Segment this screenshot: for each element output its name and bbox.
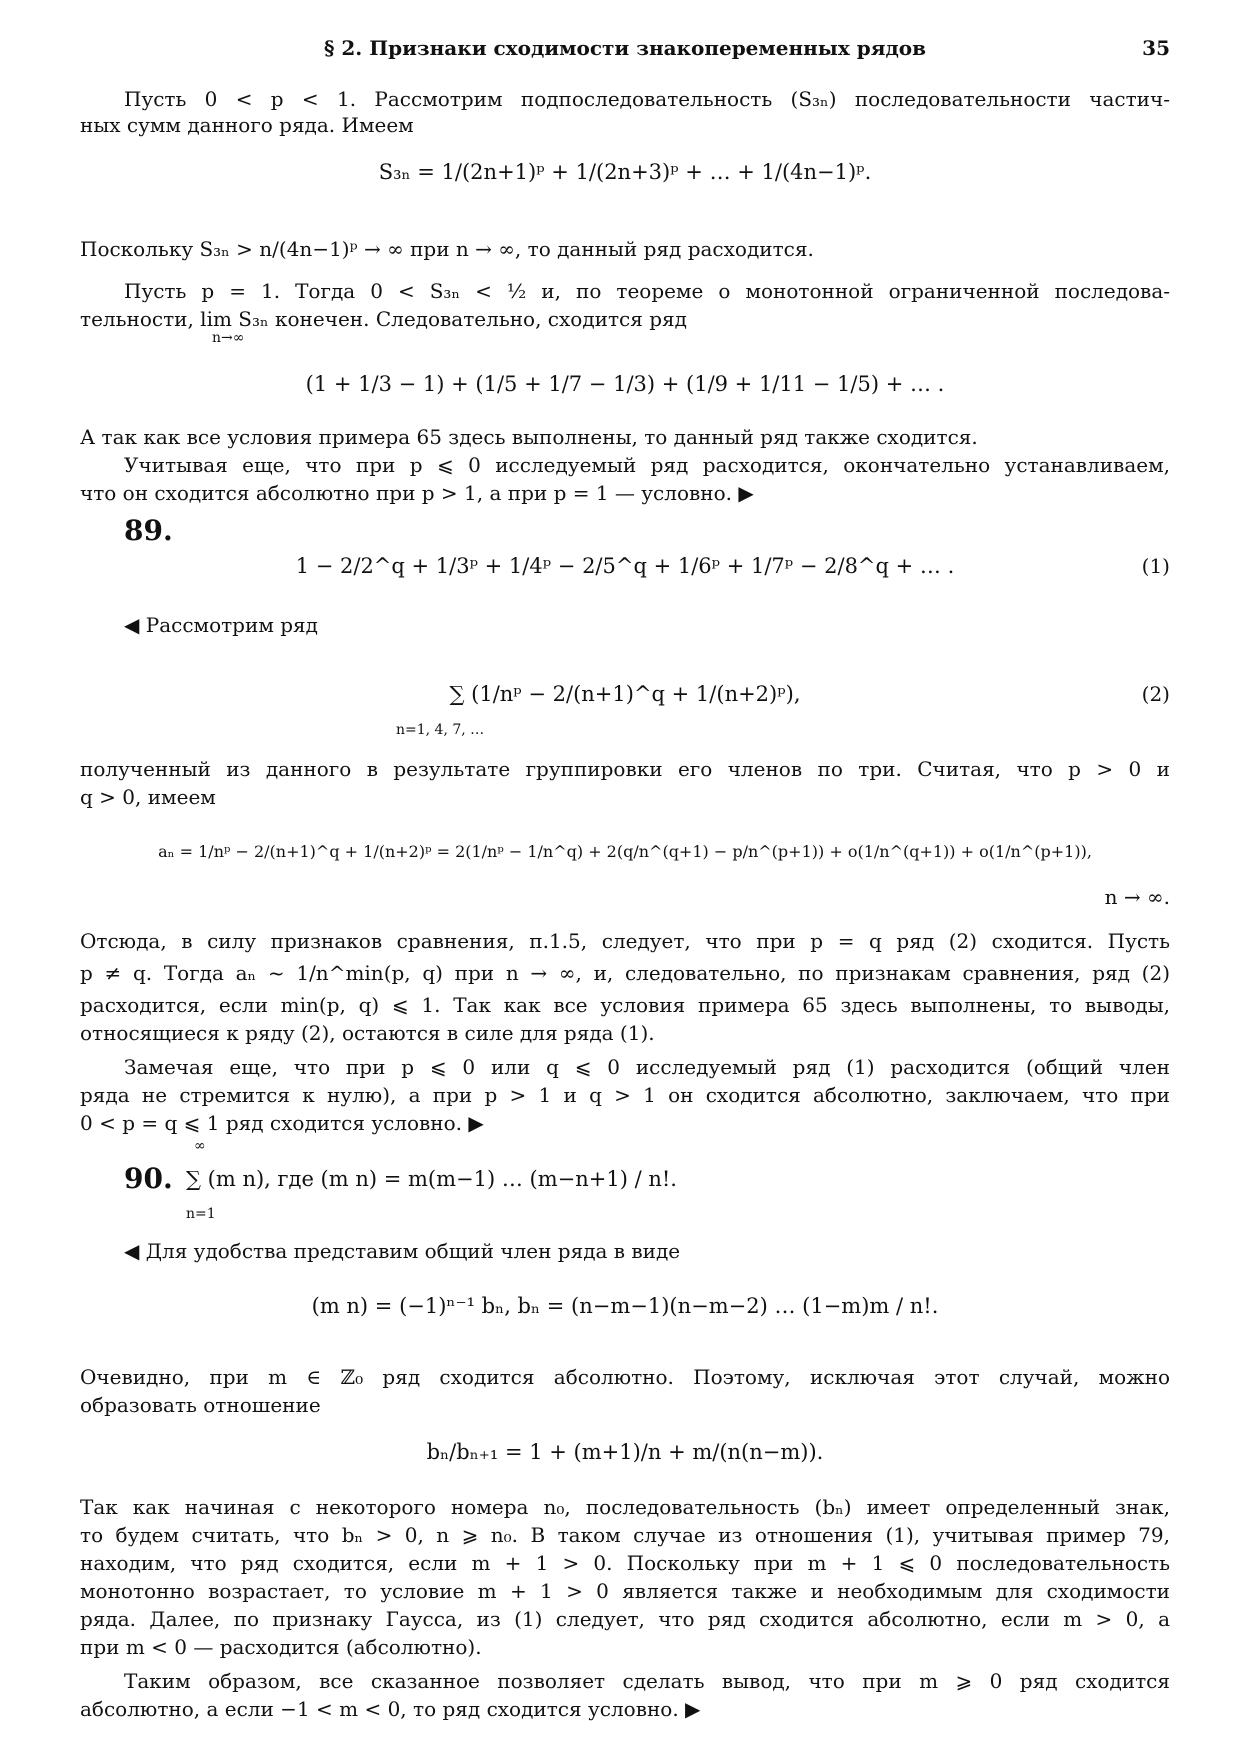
paragraph-line: 0 < p = q ⩽ 1 ряд сходится условно. ▶ xyxy=(80,1111,484,1135)
formula-grouped-series: (1 + 1/3 − 1) + (1/5 + 1/7 − 1/3) + (1/9 + 1/11 − 1/5) + … . xyxy=(305,372,945,396)
sum-series-text: ∑ (1/nᵖ − 2/(n+1)^q + 1/(n+2)ᵖ), xyxy=(449,682,801,706)
paragraph-line: относящиеся к ряду (2), остаются в силе для ряда (1). xyxy=(80,1021,655,1045)
formula-binomial-series: ∑ (m n), где (m n) = m(m−1) … (m−n+1) / n!. xyxy=(186,1167,677,1191)
paragraph-line: Пусть p = 1. Тогда 0 < S₃ₙ < ½ и, по теореме о монотонной ограниченной последова- xyxy=(124,279,1170,303)
paragraph-line: тельности, lim S₃ₙ конечен. Следовательно, сходится ряд xyxy=(80,307,687,331)
paragraph-line: ряда. Далее, по признаку Гаусса, из (1) следует, что ряд сходится абсолютно, если m > 0, а xyxy=(80,1607,1170,1631)
formula-ratio: bₙ/bₙ₊₁ = 1 + (m+1)/n + m/(n(n−m)). xyxy=(426,1440,824,1464)
paragraph-line: ных сумм данного ряда. Имеем xyxy=(80,113,414,137)
paragraph-line: Очевидно, при m ∈ ℤ₀ ряд сходится абсолютно. Поэтому, исключая этот случай, можно xyxy=(80,1365,1170,1389)
problem-number-89: 89. xyxy=(124,514,173,547)
equation-number-2: (2) xyxy=(1141,682,1170,706)
paragraph-line: абсолютно, а если −1 < m < 0, то ряд сходится условно. ▶ xyxy=(80,1697,701,1721)
paragraph-line: p ≠ q. Тогда aₙ ~ 1/n^min(p, q) при n → ∞, и, следовательно, по признакам сравнения, ряд (2) xyxy=(80,961,1170,985)
formula-an-tail: n → ∞. xyxy=(1104,885,1170,909)
paragraph-line: ◀ Для удобства представим общий член ряда в виде xyxy=(124,1239,681,1263)
page-number: 35 xyxy=(1142,36,1170,60)
paragraph-line: q > 0, имеем xyxy=(80,785,216,809)
paragraph-line: Таким образом, все сказанное позволяет сделать вывод, что при m ⩾ 0 ряд сходится xyxy=(124,1669,1170,1693)
paragraph-line: находим, что ряд сходится, если m + 1 > 0. Поскольку при m + 1 ⩽ 0 последовательность xyxy=(80,1551,1170,1575)
paragraph-line: Поскольку S₃ₙ > n/(4n−1)ᵖ → ∞ при n → ∞, то данный ряд расходится. xyxy=(80,237,814,261)
formula-series-89 xyxy=(80,554,1170,578)
formula-bn: (m n) = (−1)ⁿ⁻¹ bₙ, bₙ = (n−m−1)(n−m−2) … (1−m)m / n!. xyxy=(311,1294,939,1318)
paragraph-line: полученный из данного в результате группировки его членов по три. Считая, что p > 0 и xyxy=(80,757,1170,781)
formula-89-text: 1 − 2/2^q + 1/3ᵖ + 1/4ᵖ − 2/5^q + 1/6ᵖ + 1/7ᵖ − 2/8^q + … . xyxy=(295,554,955,578)
sum-superscript-infinity: ∞ xyxy=(194,1138,206,1154)
paragraph-line: Пусть 0 < p < 1. Рассмотрим подпоследовательность (S₃ₙ) последовательности частич- xyxy=(124,87,1170,111)
paragraph-line: ◀ Рассмотрим ряд xyxy=(124,613,318,637)
formula-sum-series xyxy=(80,682,1170,706)
paragraph-line: при m < 0 — расходится (абсолютно). xyxy=(80,1635,482,1659)
paragraph-line: ряда не стремится к нулю), а при p > 1 и q > 1 он сходится абсолютно, заключаем, что при xyxy=(80,1083,1170,1107)
equation-number-1: (1) xyxy=(1141,554,1170,578)
limit-subscript: n→∞ xyxy=(212,330,245,346)
paragraph-line: образовать отношение xyxy=(80,1393,321,1417)
problem-number-90: 90. xyxy=(124,1162,173,1195)
paragraph-line: расходится, если min(p, q) ⩽ 1. Так как все условия примера 65 здесь выполнены, то выводы, xyxy=(80,993,1170,1017)
paragraph-line: А так как все условия примера 65 здесь выполнены, то данный ряд также сходится. xyxy=(80,425,978,449)
running-head: § 2. Признаки сходимости знакопеременных рядов xyxy=(323,36,927,60)
sum-subscript-n1: n=1 xyxy=(186,1206,216,1222)
paragraph-line: Так как начиная с некоторого номера n₀, последовательность (bₙ) имеет определенный знак, xyxy=(80,1495,1170,1519)
page-header xyxy=(80,36,1170,70)
paragraph-line: Замечая еще, что при p ⩽ 0 или q ⩽ 0 исследуемый ряд (1) расходится (общий член xyxy=(124,1055,1170,1079)
sum-subscript: n=1, 4, 7, … xyxy=(396,722,485,738)
formula-an: aₙ = 1/nᵖ − 2/(n+1)^q + 1/(n+2)ᵖ = 2(1/nᵖ − 1/n^q) + 2(q/n^(q+1) − p/n^(p+1)) + o(1/n^(q+1)) + o(1/n^(p+1)), xyxy=(158,842,1092,861)
paragraph-line: то будем считать, что bₙ > 0, n ⩾ n₀. В таком случае из отношения (1), учитывая пример 79, xyxy=(80,1523,1170,1547)
paragraph-line: что он сходится абсолютно при p > 1, а при p = 1 — условно. ▶ xyxy=(80,481,754,505)
paragraph-line: Учитывая еще, что при p ⩽ 0 исследуемый ряд расходится, окончательно устанавливаем, xyxy=(124,453,1170,477)
paragraph-line: Отсюда, в силу признаков сравнения, п.1.5, следует, что при p = q ряд (2) сходится. Пусть xyxy=(80,929,1170,953)
paragraph-line: монотонно возрастает, то условие m + 1 > 0 является также и необходимым для сходимости xyxy=(80,1579,1170,1603)
formula-s3n: S₃ₙ = 1/(2n+1)ᵖ + 1/(2n+3)ᵖ + … + 1/(4n−1)ᵖ. xyxy=(378,160,872,184)
